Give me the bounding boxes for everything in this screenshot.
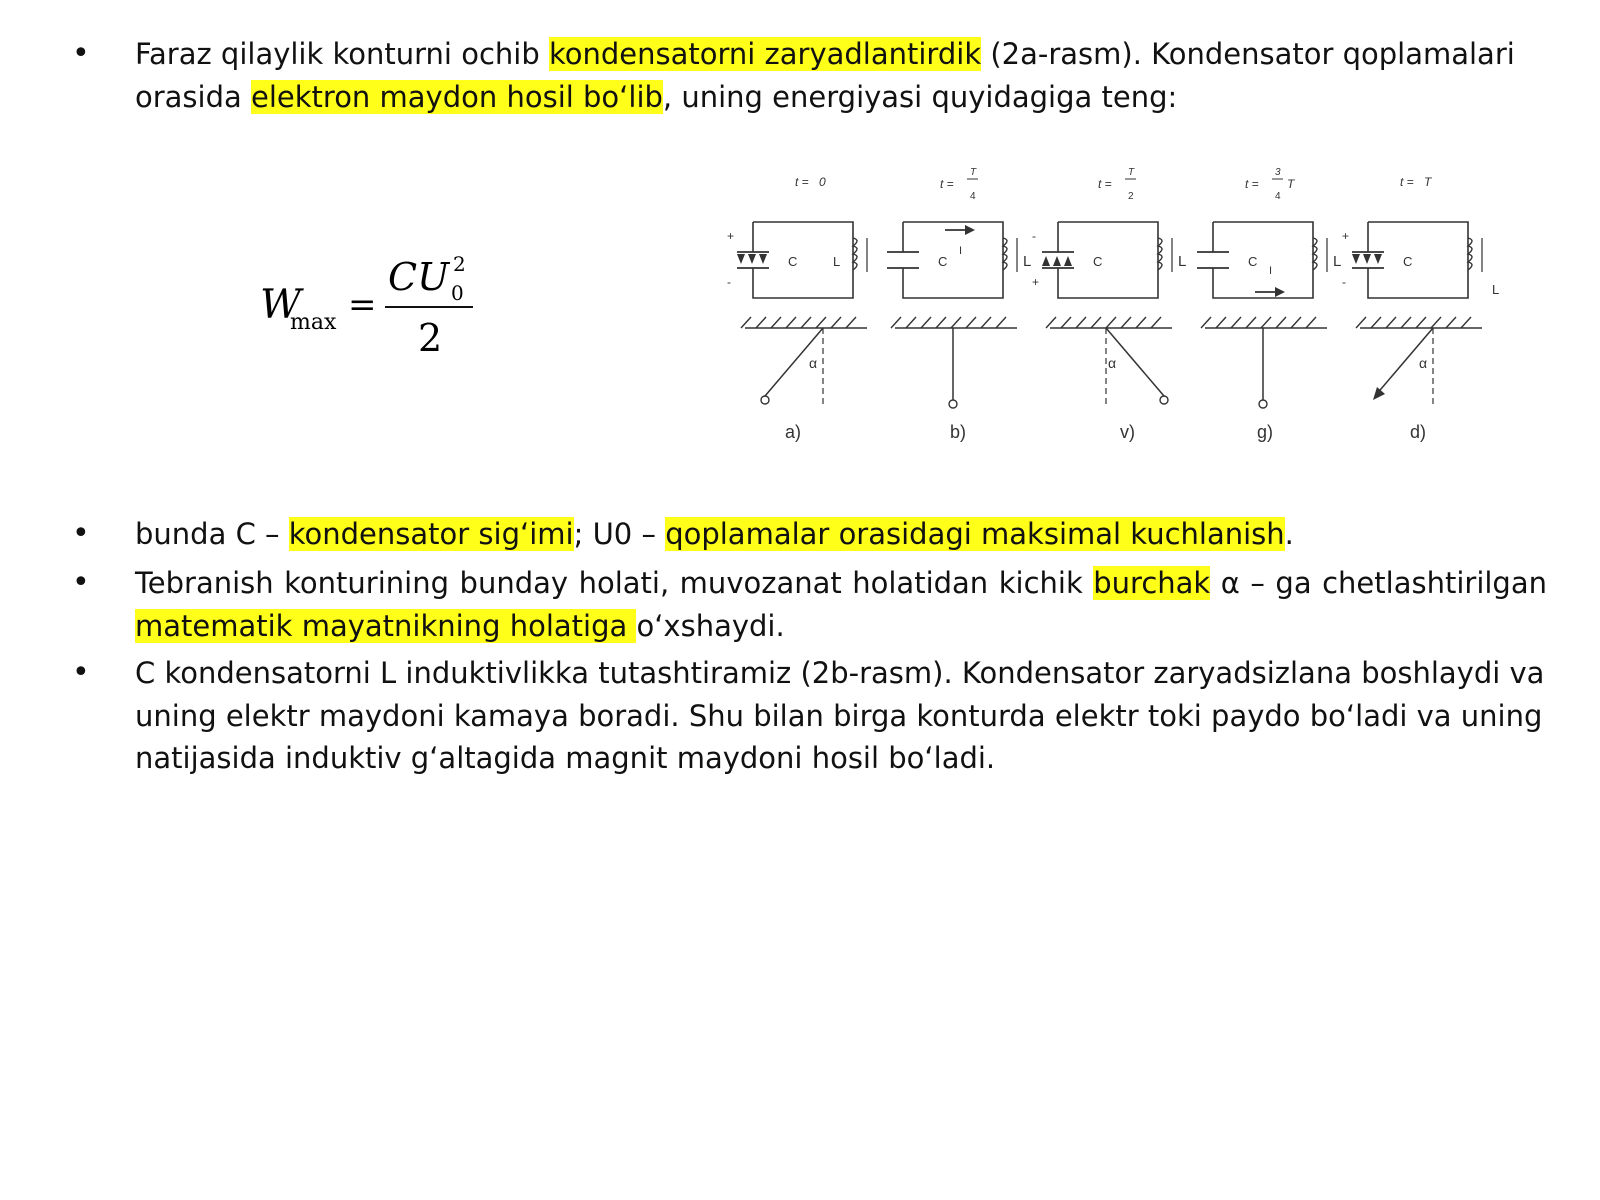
formula-superscript: 2: [453, 252, 466, 276]
ceiling-hatch: [1216, 317, 1226, 328]
ceiling-hatch: [1151, 317, 1161, 328]
lc-oscillation-diagram: [715, 160, 1515, 460]
panel-caption: a): [785, 422, 802, 442]
panel-1: [727, 175, 867, 442]
pendulum-bob: [1259, 400, 1267, 408]
ceiling-hatch: [1046, 317, 1056, 328]
highlighted-text: burchak: [1093, 566, 1211, 600]
formula-subscript: 0: [451, 281, 464, 305]
inductor-label: L: [1333, 253, 1342, 270]
capacitor-label: C: [1248, 254, 1258, 269]
ceiling-hatch: [1246, 317, 1256, 328]
text-run: C kondensatorni L induktivlikka tutashtiramiz (2b-rasm). Kondensator zaryadsizlana boshlaydi va uning elektr maydoni kamaya boradi. Shu bilan birga konturda elektr toki paydo bo‘ladi va uning natijasida induktiv g‘altagida magnit maydoni hosil bo‘ladi.: [135, 656, 1545, 775]
time-fraction-numerator: 3: [1275, 167, 1281, 178]
ceiling-hatch: [966, 317, 976, 328]
time-label-prefix: t =: [1400, 175, 1414, 189]
text-run: o‘xshaydi.: [636, 608, 785, 643]
time-fraction-denominator: 4: [1275, 191, 1281, 202]
time-label-prefix: t =: [940, 177, 954, 191]
ceiling-hatch: [1276, 317, 1286, 328]
ceiling-hatch: [756, 317, 766, 328]
bullet-marker: •: [72, 565, 90, 600]
ceiling-hatch: [1136, 317, 1146, 328]
formula-numerator: CU: [388, 255, 450, 299]
ceiling-hatch: [996, 317, 1006, 328]
time-label-prefix: t =: [1245, 177, 1259, 191]
capacitor-label: C: [1403, 254, 1413, 269]
ceiling-hatch: [801, 317, 811, 328]
ceiling-hatch: [1401, 317, 1411, 328]
time-label-suffix: T: [1287, 177, 1295, 191]
current-arrowhead: [965, 225, 975, 235]
text-run: bunda C –: [135, 517, 289, 551]
formula-denominator: 2: [418, 316, 443, 360]
text-run: ; U0 –: [573, 517, 666, 551]
charge-field-arrow: [1352, 254, 1360, 264]
polarity-sign: +: [1032, 275, 1040, 289]
ceiling-hatch: [1446, 317, 1456, 328]
text-run: , uning energiyasi quyidagiga teng:: [662, 79, 1178, 114]
highlighted-text: kondensatorni zaryadlantirdik: [548, 37, 982, 71]
ceiling-hatch: [816, 317, 826, 328]
paragraph-3: [135, 562, 1547, 647]
highlighted-text: qoplamalar orasidagi maksimal kuchlanish: [665, 517, 1285, 551]
ceiling-hatch: [1291, 317, 1301, 328]
time-fraction-denominator: 2: [1128, 191, 1134, 202]
ceiling-hatch: [1076, 317, 1086, 328]
ceiling-hatch: [1106, 317, 1116, 328]
charge-field-arrow: [1363, 254, 1371, 264]
current-label: I: [959, 245, 963, 257]
time-label-value: T: [1424, 175, 1432, 189]
charge-field-arrow: [737, 254, 745, 264]
charge-field-arrow: [1064, 256, 1072, 266]
capacitor-label: C: [1093, 254, 1103, 269]
ceiling-hatch: [891, 317, 901, 328]
pendulum-bob: [949, 400, 957, 408]
bullet-marker: •: [72, 655, 90, 690]
charge-field-arrow: [1374, 254, 1382, 264]
ceiling-hatch: [1261, 317, 1271, 328]
ceiling-hatch: [831, 317, 841, 328]
text-run: α – ga chetlashtirilgan: [1210, 566, 1547, 600]
pendulum-arrowhead: [1373, 387, 1385, 400]
polarity-sign: -: [727, 275, 731, 289]
paragraph-1: [135, 33, 1547, 118]
current-label: I: [1269, 265, 1273, 277]
panel-caption: g): [1257, 422, 1274, 442]
time-label-value: 0: [819, 175, 826, 189]
highlighted-text: elektron maydon hosil bo‘lib: [251, 79, 663, 114]
inductor-label: L: [1178, 253, 1187, 270]
inductor-label: L: [833, 254, 841, 269]
ceiling-hatch: [1431, 317, 1441, 328]
panel-caption: b): [950, 422, 967, 442]
charge-field-arrow: [748, 254, 756, 264]
bullet-marker: •: [72, 36, 90, 71]
ceiling-hatch: [1386, 317, 1396, 328]
panel-caption: d): [1410, 422, 1427, 442]
circuit-wire: [1058, 222, 1158, 298]
time-fraction-numerator: T: [1128, 167, 1135, 178]
ceiling-hatch: [741, 317, 751, 328]
capacitor-label: C: [938, 254, 948, 269]
ceiling-hatch: [786, 317, 796, 328]
text-run: (2a-rasm). Kondensator qoplamalari orasida: [135, 37, 1515, 114]
ceiling-hatch: [936, 317, 946, 328]
angle-label: α: [1108, 355, 1117, 371]
circuit-wire: [903, 222, 1003, 298]
panel-4: [1197, 167, 1341, 442]
ceiling-hatch: [906, 317, 916, 328]
highlighted-text: kondensator sig‘imi: [288, 517, 574, 551]
circuit-wire: [1213, 222, 1313, 298]
ceiling-hatch: [1371, 317, 1381, 328]
current-arrowhead: [1275, 287, 1285, 297]
polarity-sign: +: [727, 229, 735, 243]
ceiling-hatch: [846, 317, 856, 328]
formula-lhs-subscript: max: [290, 310, 337, 335]
inductor-label: L: [1023, 253, 1032, 270]
polarity-sign: -: [1342, 275, 1346, 289]
panel-caption: v): [1120, 422, 1135, 442]
time-fraction-denominator: 4: [970, 191, 976, 202]
ceiling-hatch: [981, 317, 991, 328]
ceiling-hatch: [921, 317, 931, 328]
ceiling-hatch: [1416, 317, 1426, 328]
pendulum-bob: [1160, 396, 1168, 404]
paragraph-4: [135, 652, 1547, 780]
charge-field-arrow: [1042, 256, 1050, 266]
ceiling-hatch: [1061, 317, 1071, 328]
capacitor-label: C: [788, 254, 798, 269]
formula-equals: =: [348, 285, 377, 325]
formula-lhs: W: [260, 282, 302, 328]
ceiling-hatch: [1091, 317, 1101, 328]
text-run: Faraz qilaylik konturni ochib: [135, 37, 549, 71]
text-run: Tebranish konturining bunday holati, muvozanat holatidan kichik: [135, 566, 1094, 600]
inductor-label: L: [1492, 282, 1500, 297]
time-fraction-numerator: T: [970, 167, 977, 178]
polarity-sign: -: [1032, 229, 1036, 243]
paragraph-2: [135, 513, 1547, 556]
charge-field-arrow: [1053, 256, 1061, 266]
energy-formula: [260, 252, 500, 372]
time-label-prefix: t =: [795, 175, 809, 189]
angle-label: α: [1419, 355, 1428, 371]
highlighted-text: matematik mayatnikning holatiga: [135, 608, 637, 643]
ceiling-hatch: [771, 317, 781, 328]
ceiling-hatch: [1231, 317, 1241, 328]
panel-5: [1342, 175, 1499, 442]
pendulum-bob: [761, 396, 769, 404]
charge-field-arrow: [759, 254, 767, 264]
panel-2: [887, 167, 1031, 442]
ceiling-hatch: [1121, 317, 1131, 328]
ceiling-hatch: [1461, 317, 1471, 328]
ceiling-hatch: [1306, 317, 1316, 328]
bullet-marker: •: [72, 516, 90, 551]
circuit-wire: [1368, 222, 1468, 298]
panel-3: [1032, 167, 1186, 442]
angle-label: α: [809, 355, 818, 371]
ceiling-hatch: [1201, 317, 1211, 328]
ceiling-hatch: [951, 317, 961, 328]
text-run: .: [1284, 517, 1294, 551]
time-label-prefix: t =: [1098, 177, 1112, 191]
polarity-sign: +: [1342, 229, 1350, 243]
ceiling-hatch: [1356, 317, 1366, 328]
